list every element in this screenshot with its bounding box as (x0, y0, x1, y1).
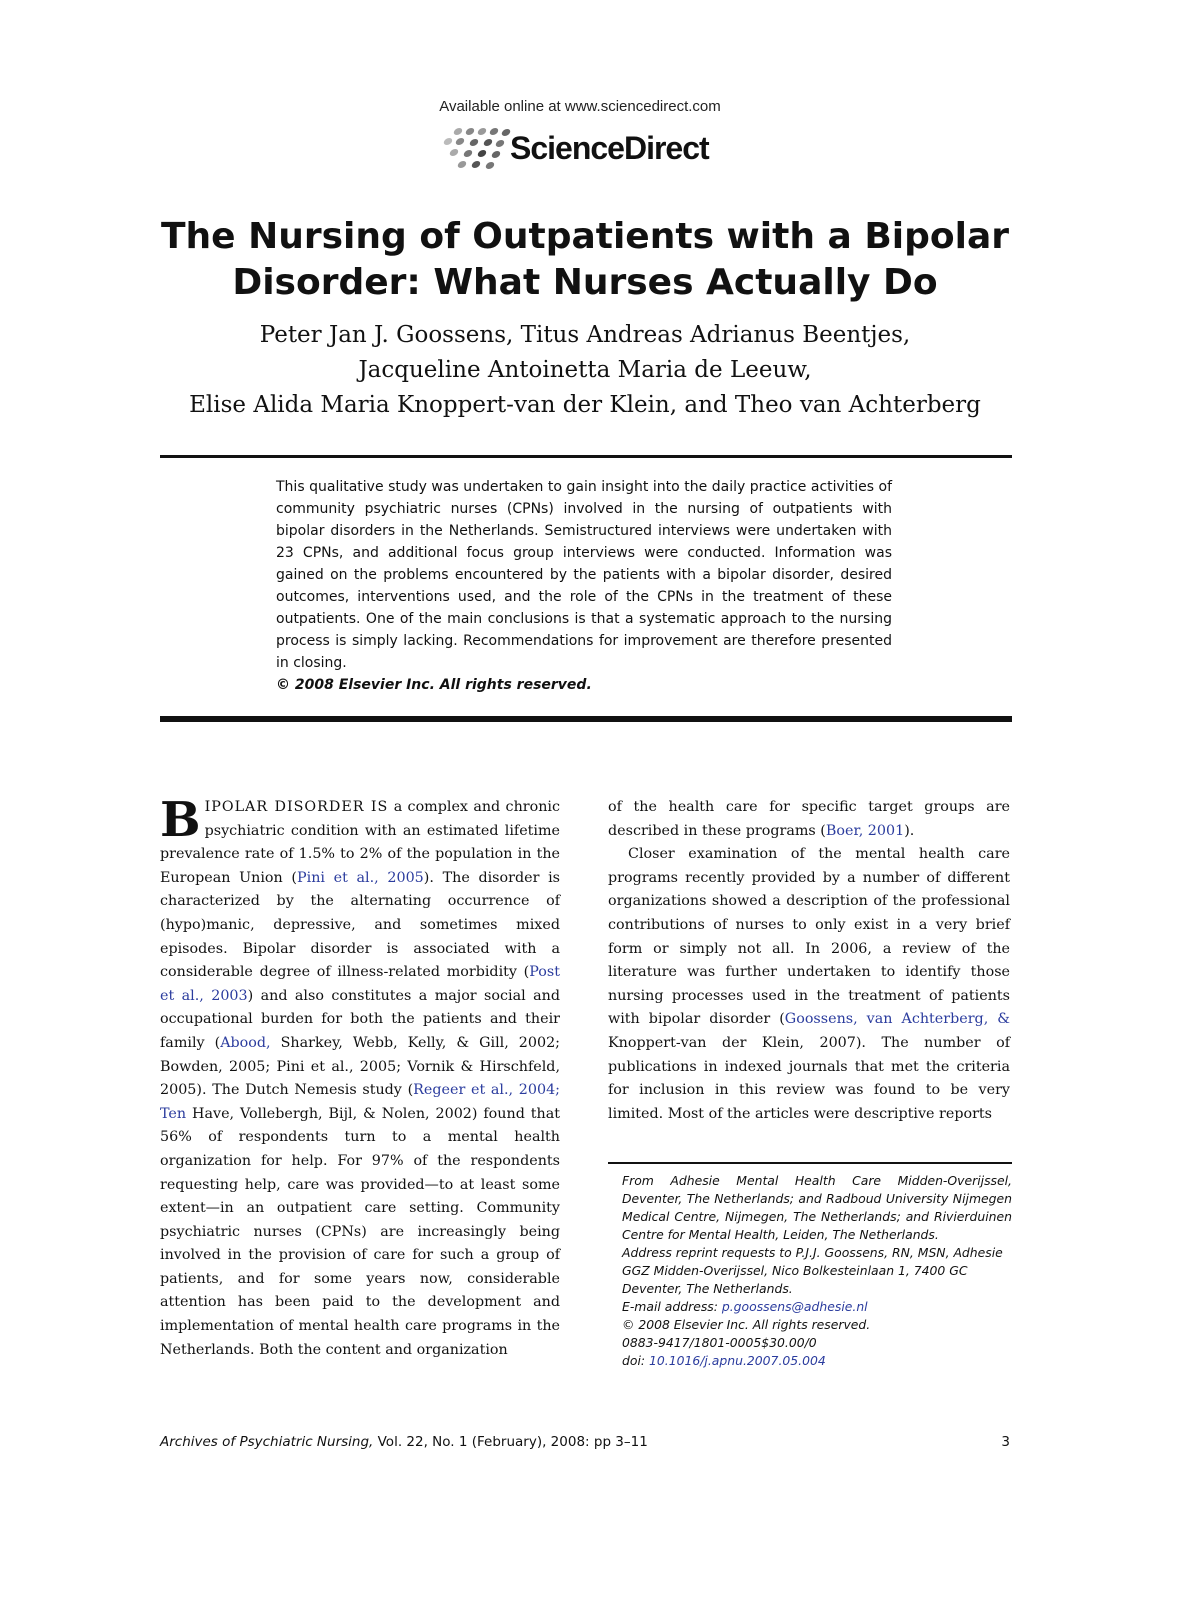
sciencedirect-logo[interactable] (440, 126, 740, 174)
author-list (120, 318, 1050, 423)
citation-link[interactable]: Post et al., 2003 (160, 964, 560, 1004)
body-text: a complex and chronic psychiatric condition with an estimated lifetime prevalence rate of 1.5% to 2% of the population in the European Union ( (160, 799, 561, 886)
body-text: of the health care for specific target groups are described in these programs ( (608, 799, 1010, 839)
footnote-doi (608, 1352, 1012, 1370)
abstract-top-rule (160, 455, 1012, 458)
citation-link[interactable]: Pini et al., 2005 (297, 869, 424, 886)
footnote-email (608, 1298, 1012, 1316)
available-online-line: Available online at www.sciencedirect.com (439, 98, 721, 115)
body-text: ). (904, 822, 915, 839)
email-label: E-mail address: (622, 1299, 722, 1314)
citation-link[interactable]: Abood, (220, 1034, 271, 1051)
logo-wordmark: ScienceDirect (510, 130, 709, 166)
doi-label: doi: (622, 1353, 650, 1368)
footnote-issn: 0883-9417/1801-0005$30.00/0 (622, 1335, 817, 1350)
doi-link[interactable]: 10.1016/j.apnu.2007.05.004 (649, 1353, 826, 1368)
footnote-rule (608, 1162, 1012, 1164)
logo-dots-icon (440, 126, 512, 174)
footnote-affiliation: From Adhesie Mental Health Care Midden-Overijssel, Deventer, The Netherlands; and Radboud University Nijmegen Medical Centre, Nijmegen, The Netherlands; and Rivierduinen Centre for Mental Health, Leiden, The Netherlands. (622, 1173, 1012, 1242)
footnote-copyright: © 2008 Elsevier Inc. All rights reserved. (622, 1317, 871, 1332)
abstract-bottom-rule (160, 716, 1012, 722)
author-line: Peter Jan J. Goossens, Titus Andreas Adrianus Beentjes, (259, 322, 911, 348)
body-column-left (160, 792, 561, 1362)
smallcaps-lead: IPOLAR DISORDER IS (204, 799, 389, 815)
body-paragraph (608, 796, 1010, 843)
body-text: Have, Vollebergh, Bijl, & Nolen, 2002) found that 56% of respondents turn to a mental health organization for help. For 97% of the respondents requesting help, care was provided—to at least some extent—in an outpatient care setting. Community psychiatric nurses (CPNs) are increasingly being involved in the provision of care for such a group of patients, and for some years now, considerable attention has been paid to the development and implementation of mental health care programs in the Netherlands. Both the content and organization (160, 1105, 560, 1358)
article-title: The Nursing of Outpatients with a Bipolar Disorder: What Nurses Actually Do (160, 216, 1009, 303)
journal-citation (160, 1434, 648, 1450)
footnotes (608, 1172, 1012, 1370)
citation-link[interactable]: Boer, 2001 (825, 822, 905, 839)
body-text: ). The disorder is characterized by the alternating occurrence of (hypo)manic, depressive, and sometimes mixed episodes. Bipolar disorder is associated with a considerable degree of illness-related morbidity ( (160, 869, 560, 981)
author-line: Jacqueline Antoinetta Maria de Leeuw, (358, 357, 812, 383)
body-text: ) and also constitutes a major social and occupational burden for both the patients and their family ( (160, 987, 560, 1051)
journal-name: Archives of Psychiatric Nursing, (160, 1434, 374, 1450)
drop-cap: B (160, 792, 201, 848)
abstract (276, 476, 892, 696)
abstract-copyright: © 2008 Elsevier Inc. All rights reserved. (276, 677, 592, 693)
body-column-right (608, 796, 1010, 1126)
body-text: Closer examination of the mental health care programs recently provided by a number of different organizations showed a description of the professional contributions of nurses to only exist in a very brief form or simply not all. In 2006, a review of the literature was further undertaken to identify those nursing processes used in the treatment of patients with bipolar disorder ( (608, 846, 1010, 1028)
abstract-text: This qualitative study was undertaken to gain insight into the daily practice activities of community psychiatric nurses (CPNs) involved in the nursing of outpatients with bipolar disorders in the Netherlands. Semistructured interviews were undertaken with 23 CPNs, and additional focus group interviews were conducted. Information was gained on the problems encountered by the patients with a bipolar disorder, desired outcomes, interventions used, and the role of the CPNs in the treatment of these outpatients. One of the main conclusions is that a systematic approach to the nursing process is simply lacking. Recommendations for improvement are therefore presented in closing. (276, 479, 892, 671)
page-number: 3 (1001, 1434, 1010, 1450)
citation-link[interactable]: Regeer et al., 2004; Ten (160, 1082, 560, 1122)
body-text: Sharkey, Webb, Kelly, & Gill, 2002; Bowden, 2005; Pini et al., 2005; Vornik & Hirschfeld, 2005). The Dutch Nemesis study ( (160, 1034, 560, 1099)
issue-details: Vol. 22, No. 1 (February), 2008: pp 3–11 (373, 1434, 648, 1450)
email-link[interactable]: p.goossens@adhesie.nl (721, 1299, 868, 1314)
author-line: Elise Alida Maria Knoppert-van der Klein, and Theo van Achterberg (189, 392, 981, 418)
body-text: Knoppert-van der Klein, 2007). The number of publications in indexed journals that met the criteria for inclusion in this review was found to be very limited. Most of the articles were descriptive reports (608, 1034, 1010, 1122)
citation-link[interactable]: Goossens, van Achterberg, & (784, 1011, 1010, 1028)
intro-paragraph (160, 792, 561, 1362)
footnote-reprint: Address reprint requests to P.J.J. Goossens, RN, MSN, Adhesie GGZ Midden-Overijssel, Nico Bolkesteinlaan 1, 7400 GC Deventer, The Netherlands. (622, 1245, 1003, 1296)
body-paragraph (608, 843, 1010, 1126)
